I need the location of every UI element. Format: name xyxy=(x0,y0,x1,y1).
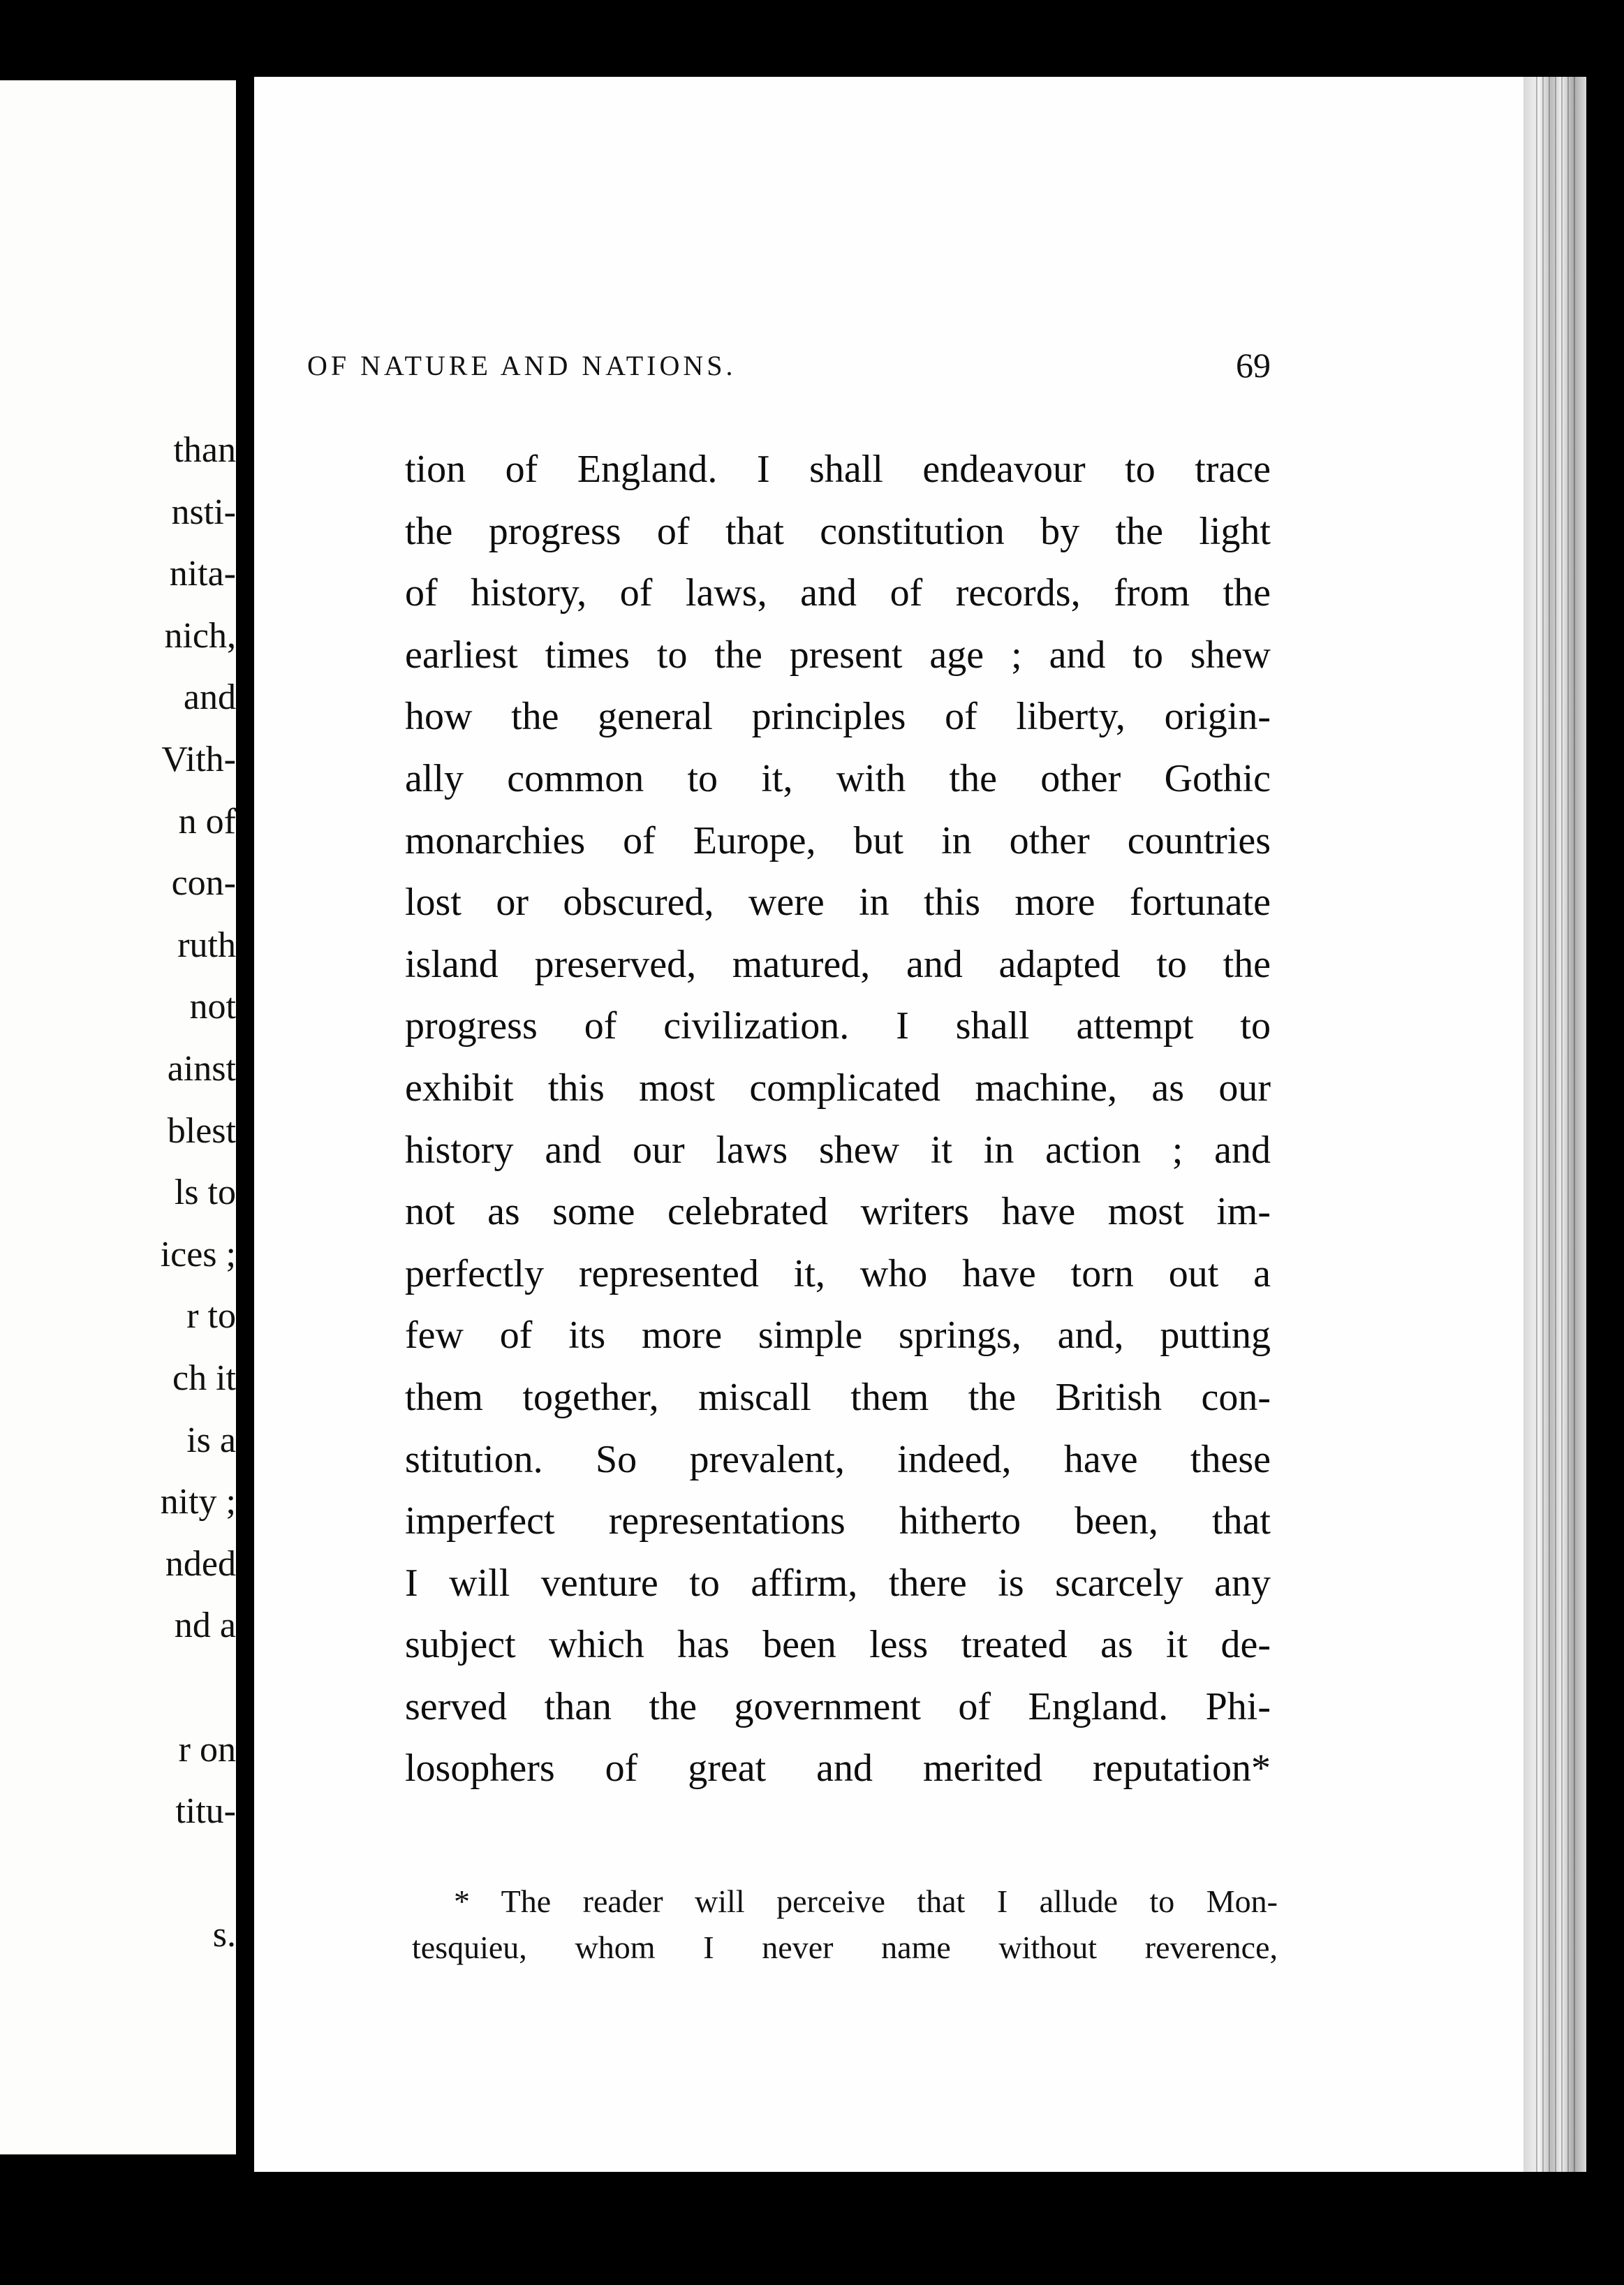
page-header xyxy=(307,346,1271,398)
footnote-line: tesquieu, whom I never name without reverence, xyxy=(412,1930,1278,1965)
left-page-fragment: nsti- xyxy=(171,492,236,532)
left-page-fragment: con- xyxy=(171,863,236,904)
text-line: them together, miscall them the British con- xyxy=(405,1375,1271,1419)
text-line: monarchies of Europe, but in other countries xyxy=(405,818,1271,862)
text-line: how the general principles of liberty, origin- xyxy=(405,695,1271,739)
left-page-fragment: is a xyxy=(186,1420,236,1460)
text-line: exhibit this most complicated machine, as our xyxy=(405,1066,1271,1110)
text-line: I will venture to affirm, there is scarcely any xyxy=(405,1561,1271,1605)
text-line: losophers of great and merited reputation* xyxy=(405,1747,1271,1791)
left-page-fragment: r on xyxy=(178,1729,236,1770)
left-page-fragment: titu- xyxy=(175,1791,236,1832)
left-page-fragment: than xyxy=(173,430,236,470)
left-page-fragment: Vith- xyxy=(161,740,236,779)
left-page-fragment: ruth xyxy=(177,925,236,965)
footnote-line: * The reader will perceive that I allude to Mon- xyxy=(454,1883,1278,1919)
running-head: OF NATURE AND NATIONS. xyxy=(307,350,737,381)
footnote xyxy=(412,1879,1278,1971)
left-page-fragment: n of xyxy=(178,801,236,842)
text-line: of history, of laws, and of records, from the xyxy=(405,571,1271,615)
left-page-fragment: blest xyxy=(167,1110,236,1151)
left-page-fragment: nded xyxy=(165,1543,236,1584)
text-line: earliest times to the present age ; and to shew xyxy=(405,633,1271,677)
text-line: stitution. So prevalent, indeed, have these xyxy=(405,1437,1271,1481)
page-number: 69 xyxy=(1236,346,1271,385)
left-page-fragment: not xyxy=(189,987,236,1027)
left-page-fragment: nita- xyxy=(169,554,236,594)
text-line: not as some celebrated writers have most im- xyxy=(405,1190,1271,1234)
page-edge-lines xyxy=(1536,77,1578,2172)
text-line: served than the government of England. Phi- xyxy=(405,1684,1271,1728)
left-page-fragment: ainst xyxy=(167,1049,236,1089)
left-facing-page xyxy=(0,80,236,2154)
left-page-fragment: nity ; xyxy=(160,1482,236,1522)
body-text xyxy=(405,439,1271,1800)
text-line: progress of civilization. I shall attempt to xyxy=(405,1004,1271,1048)
left-page-fragment: and xyxy=(183,677,236,718)
text-line: tion of England. I shall endeavour to trace xyxy=(405,448,1271,491)
left-page-fragment: ch it xyxy=(172,1358,236,1398)
left-page-fragment: ices ; xyxy=(160,1234,236,1274)
text-line: imperfect representations hitherto been, that xyxy=(405,1499,1271,1543)
left-page-fragment: nd a xyxy=(174,1606,236,1646)
left-page-fragment: ls to xyxy=(174,1173,236,1213)
text-line: few of its more simple springs, and, putting xyxy=(405,1314,1271,1358)
text-line: island preserved, matured, and adapted to the xyxy=(405,942,1271,986)
left-page-fragment: s. xyxy=(212,1915,236,1955)
text-line: the progress of that constitution by the light xyxy=(405,509,1271,553)
text-line: history and our laws shew it in action ; and xyxy=(405,1128,1271,1172)
text-line: ally common to it, with the other Gothic xyxy=(405,756,1271,800)
book-gutter xyxy=(236,0,251,2285)
text-line: perfectly represented it, who have torn out a xyxy=(405,1251,1271,1295)
text-line: lost or obscured, were in this more fortunate xyxy=(405,881,1271,925)
left-page-fragment: nich, xyxy=(164,615,236,656)
left-page-fragment: r to xyxy=(186,1296,236,1337)
text-line: subject which has been less treated as it de- xyxy=(405,1623,1271,1667)
